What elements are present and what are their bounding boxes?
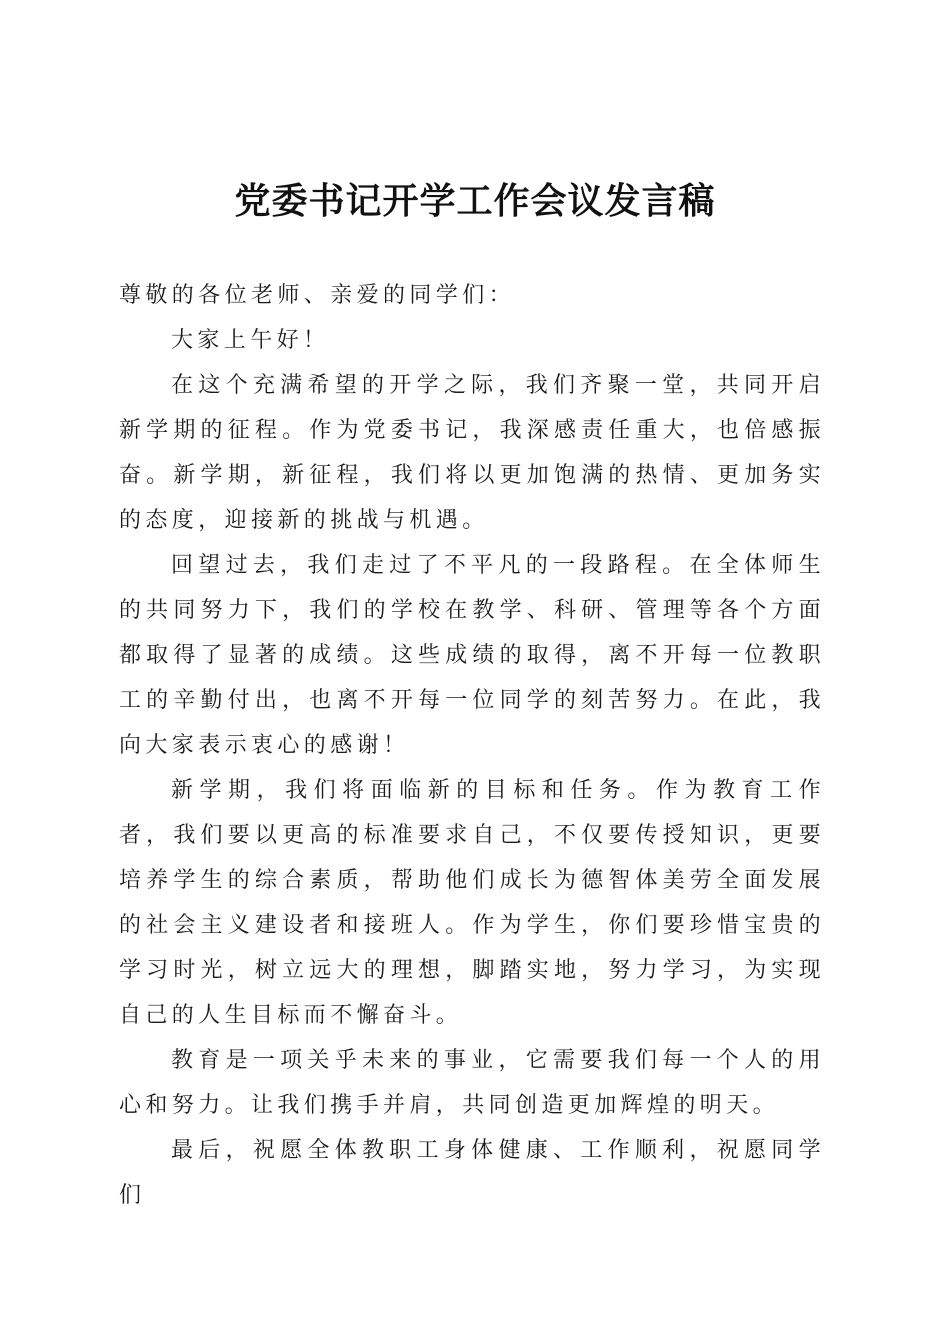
document-title: 党委书记开学工作会议发言稿 — [234, 180, 716, 222]
paragraph-future: 教育是一项关乎未来的事业，它需要我们每一个人的用心和努力。让我们携手并肩，共同创造更加辉煌的明天。 — [119, 1048, 825, 1118]
paragraph-review: 回望过去，我们走过了不平凡的一段路程。在全体师生的共同努力下，我们的学校在教学、科研、管理等各个方面都取得了显著的成绩。这些成绩的取得，离不开每一位教职工的辛勤付出，也离不开每一位同学的刻苦努力。在此，我向大家表示衷心的感谢！ — [119, 553, 825, 758]
paragraph-new-semester: 新学期，我们将面临新的目标和任务。作为教育工作者，我们要以更高的标准要求自己，不仅要传授知识，更要培养学生的综合素质，帮助他们成长为德智体美劳全面发展的社会主义建设者和接班人。作为学生，你们要珍惜宝贵的学习时光，树立远大的理想，脚踏实地，努力学习，为实现自己的人生目标而不懈奋斗。 — [119, 778, 825, 1028]
document-body — [119, 273, 825, 1218]
paragraph-closing: 最后，祝愿全体教职工身体健康、工作顺利，祝愿同学们 — [119, 1138, 825, 1208]
salutation: 尊敬的各位老师、亲爱的同学们： — [119, 283, 516, 308]
paragraph-opening: 在这个充满希望的开学之际，我们齐聚一堂，共同开启新学期的征程。作为党委书记，我深感责任重大，也倍感振奋。新学期，新征程，我们将以更加饱满的热情、更加务实的态度，迎接新的挑战与机遇。 — [119, 373, 825, 533]
paragraph-greeting: 大家上午好！ — [171, 328, 330, 353]
